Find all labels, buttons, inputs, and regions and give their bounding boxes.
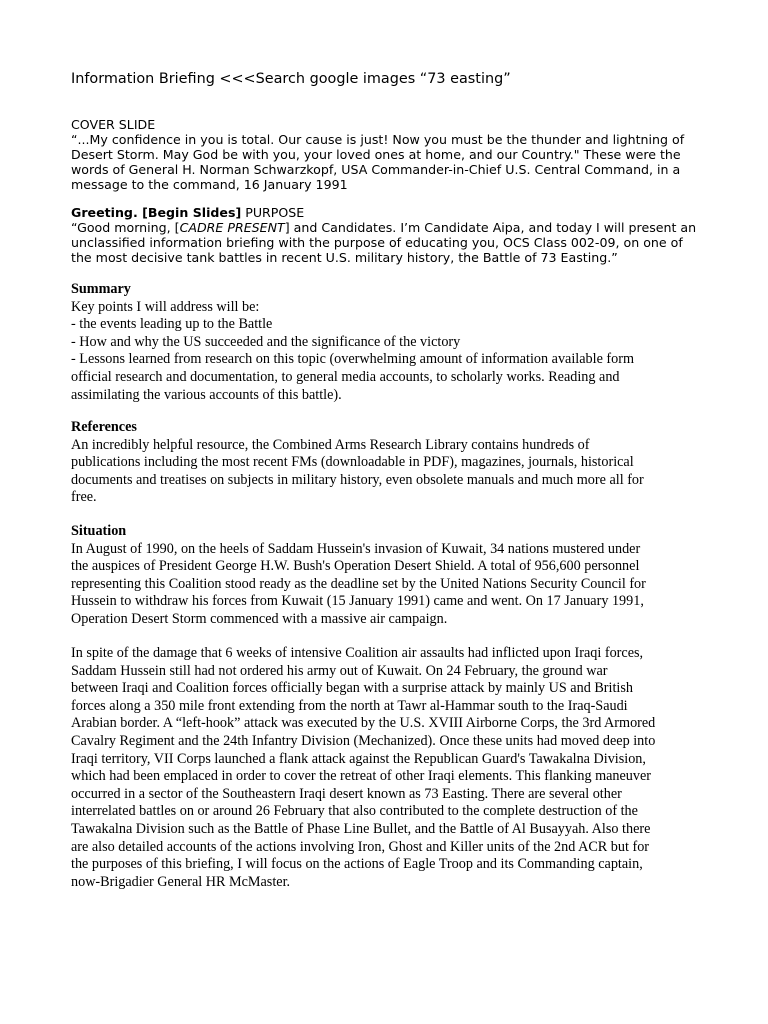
situation-line: occurred in a sector of the Southeastern Iraqi desert known as 73 Easting. There are several other (71, 785, 622, 802)
situation-line: Iraqi territory, VII Corps launched a flank attack against the Republican Guard's Tawakalna Division, (71, 750, 646, 767)
situation-line: Tawakalna Division such as the Battle of Phase Line Bullet, and the Battle of Al Busayyah. Also there (71, 820, 651, 837)
situation-line: interrelated battles on or around 26 February that also contributed to the complete destruction of the (71, 803, 638, 820)
situation-line: representing this Coalition stood ready as the deadline set by the United Nations Security Council for (71, 575, 646, 592)
summary-section (71, 281, 691, 404)
situation-line: Operation Desert Storm commenced with a massive air campaign. (71, 610, 448, 627)
greeting-line (71, 220, 697, 235)
greeting-heading-rest: PURPOSE (241, 205, 305, 220)
summary-line: official research and documentation, to general media accounts, to scholarly works. Reading and (71, 368, 620, 385)
references-section (71, 419, 691, 507)
summary-line: assimilating the various accounts of this battle). (71, 386, 342, 403)
references-line: publications including the most recent FMs (downloadable in PDF), magazines, journals, historical (71, 454, 634, 471)
greeting-line: the most decisive tank battles in recent U.S. military history, the Battle of 73 Easting.” (71, 250, 618, 265)
summary-line: Key points I will address will be: (71, 298, 260, 315)
summary-heading: Summary (71, 281, 131, 297)
page-title: Information Briefing <<<Search google images “73 easting” (71, 71, 511, 87)
cover-line: Desert Storm. May God be with you, your loved ones at home, and our Country." These were the (71, 147, 681, 162)
summary-line: - the events leading up to the Battle (71, 316, 273, 333)
situation-line: the auspices of President George H.W. Bush's Operation Desert Shield. A total of 956,600 personnel (71, 558, 640, 575)
situation-line: are also detailed accounts of the actions involving Iron, Ghost and Killer units of the 2nd ACR but for (71, 838, 650, 855)
situation-line: which had been emplaced in order to cover the retreat of other Iraqi elements. This flanking maneuver (71, 768, 652, 785)
references-line: free. (71, 489, 97, 506)
situation-line: Hussein to withdraw his forces from Kuwait (15 January 1991) came and went. On 17 January 1991, (71, 593, 644, 610)
greeting-line-post: ] and Candidates. I’m Candidate Aipa, and today I will present an (284, 220, 697, 235)
situation-line: forces along a 350 mile front extending from the north at Tawr al-Hammar south to the Iraq-Saudi (71, 697, 628, 714)
greeting-heading (71, 205, 691, 220)
cover-slide-heading: COVER SLIDE (71, 117, 156, 132)
situation-line: Saddam Hussein still had not ordered his army out of Kuwait. On 24 February, the ground war (71, 662, 608, 679)
greeting-line: unclassified information briefing with the purpose of educating you, OCS Class 002-09, on one of (71, 235, 683, 250)
greeting-section (71, 205, 697, 265)
greeting-line-pre: “Good morning, [ (71, 220, 180, 235)
situation-line: the purposes of this briefing, I will focus on the actions of Eagle Troop and its Commanding captain, (71, 856, 643, 873)
situation-line: now-Brigadier General HR McMaster. (71, 873, 291, 890)
summary-line: - How and why the US succeeded and the significance of the victory (71, 333, 461, 350)
situation-section (71, 523, 691, 629)
situation-line: Cavalry Regiment and the 24th Infantry Division (Mechanized). Once these units had moved deep into (71, 732, 656, 749)
references-heading: References (71, 419, 137, 435)
greeting-heading-bold: Greeting. [Begin Slides] (71, 205, 242, 220)
situation-line: Arabian border. A “left-hook” attack was executed by the U.S. XVIII Airborne Corps, the 3rd Armored (71, 715, 656, 732)
references-line: documents and treatises on subjects in military history, even obsolete manuals and much more all for (71, 471, 644, 488)
situation-paragraph-2 (71, 645, 691, 891)
references-line: An incredibly helpful resource, the Combined Arms Research Library contains hundreds of (71, 436, 590, 453)
greeting-line-italic: CADRE PRESENT (179, 220, 285, 235)
situation-line: between Iraqi and Coalition forces officially began with a surprise attack by mainly US and British (71, 680, 633, 697)
cover-line: “...My confidence in you is total. Our cause is just! Now you must be the thunder and lightning of (71, 132, 685, 147)
summary-line: - Lessons learned from research on this topic (overwhelming amount of information available form (71, 351, 634, 368)
cover-slide-section (71, 117, 691, 192)
situation-line: In August of 1990, on the heels of Saddam Hussein's invasion of Kuwait, 34 nations mustered under (71, 540, 641, 557)
cover-line: message to the command, 16 January 1991 (71, 177, 348, 192)
cover-line: words of General H. Norman Schwarzkopf, USA Commander-in-Chief U.S. Central Command, in a (71, 162, 681, 177)
situation-line: In spite of the damage that 6 weeks of intensive Coalition air assaults had inflicted upon Iraqi forces, (71, 645, 644, 661)
situation-heading: Situation (71, 523, 127, 539)
